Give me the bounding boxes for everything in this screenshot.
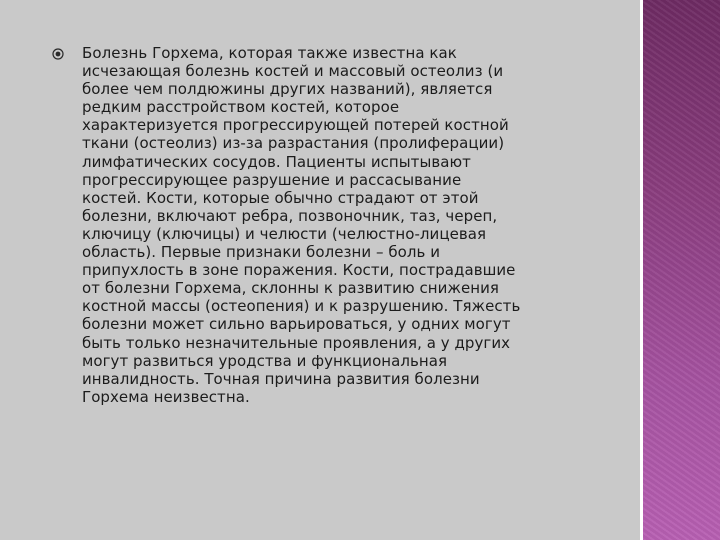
circled-dot-icon — [52, 48, 64, 60]
paragraph-line: область). Первые признаки болезни – боль и — [82, 243, 441, 262]
paragraph-line: быть только незначительные проявления, а у других — [82, 333, 511, 352]
paragraph-line: Горхема неизвестна. — [82, 387, 250, 406]
bullet-paragraph — [82, 44, 604, 406]
paragraph-line: прогрессирующее разрушение и рассасывание — [82, 170, 462, 189]
paragraph-line: могут развиться уродства и функциональная — [82, 351, 448, 370]
paragraph-line: более чем полдюжины других названий), является — [82, 80, 493, 99]
paragraph-line: редким расстройством костей, которое — [82, 98, 400, 117]
paragraph-line: болезни может сильно варьироваться, у одних могут — [82, 315, 511, 334]
paragraph-line: инвалидность. Точная причина развития болезни — [82, 369, 480, 388]
paragraph-line: ключицу (ключицы) и челюсти (челюстно-лицевая — [82, 224, 487, 243]
paragraph-line: костей. Кости, которые обычно страдают от этой — [82, 188, 479, 207]
paragraph-line: исчезающая болезнь костей и массовый остеолиз (и — [82, 62, 504, 81]
paragraph-line: костной массы (остеопения) и к разрушению. Тяжесть — [82, 297, 521, 316]
paragraph-line: лимфатических сосудов. Пациенты испытывают — [82, 152, 471, 171]
accent-side-panel — [643, 0, 720, 540]
paragraph-line: Болезнь Горхема, которая также известна как — [82, 44, 457, 62]
paragraph-line: характеризуется прогрессирующей потерей костной — [82, 116, 509, 135]
paragraph-line: болезни, включают ребра, позвоночник, таз, череп, — [82, 206, 498, 225]
paragraph-line: ткани (остеолиз) из-за разрастания (пролиферации) — [82, 134, 505, 153]
paragraph-line: от болезни Горхема, склонны к развитию снижения — [82, 279, 499, 298]
paragraph-line: припухлость в зоне поражения. Кости, пострадавшие — [82, 261, 516, 280]
